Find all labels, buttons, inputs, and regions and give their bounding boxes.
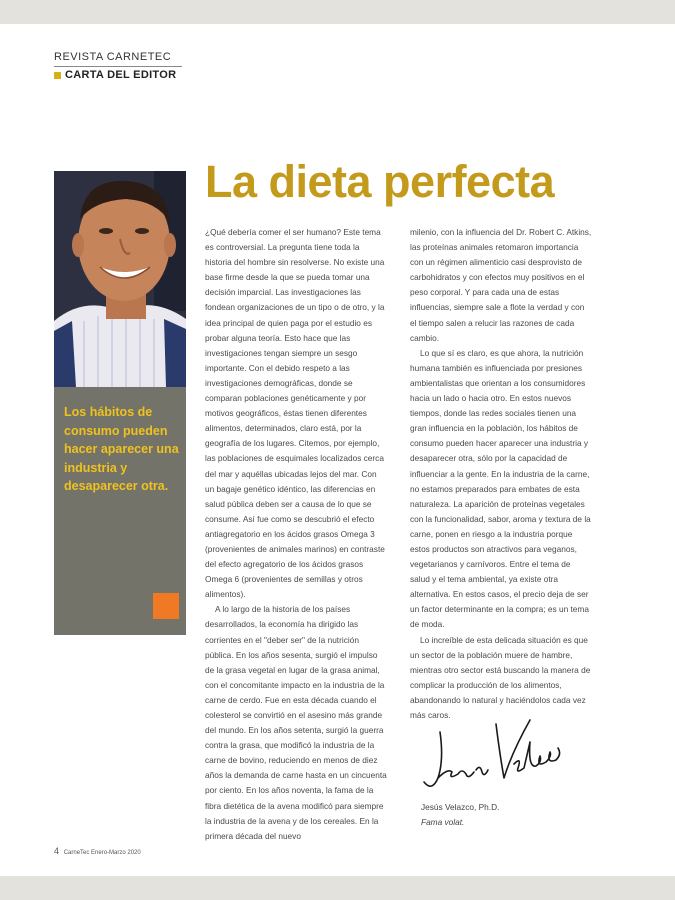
paragraph: Lo increíble de esta delicada situación es que un sector de la población muere de hambre, mientras otro sector está buscando la manera de complicar la producción de los alimentos, abandonando lo natural y haciéndolos cada vez más caros. <box>410 634 591 720</box>
magazine-name: REVISTA CARNETEC <box>54 51 172 63</box>
paragraph: ¿Qué debería comer el ser humano? Este tema es controversial. La pregunta tiene toda la historia del hombre sin resolverse. No existe una base firme desde la que se pueda tomar una decisión imparcial. Las investigaciones las fondean organizaciones de un tipo o de otro, y la idea principal de quien paga por el estudio es probar alguna teoría. Esto hace que las investigaciones tengan siempre un sesgo importante. Con el debido respeto a las investigaciones demográficas, donde se comparan poblaciones genéticamente y por motivos geográficos, éstas tienen diferentes alimentos, determinados, claro está, por la geografía de los lugares. Citemos, por ejemplo, las poblaciones de esquimales localizados cerca del mar y aquéllas ubicadas lejos del mar. Con un bagaje genético idéntico, las diferencias en salud pública deben ser a causa de lo que se consume. Así fue como se descubrió el efecto antiagregatorio en los ácidos grasos Omega 3 (provenientes de animales marinos) en contraste del efecto agregatorio de los ácidos grasos Omega 6 (provenientes de semillas y otros alimentos). <box>205 227 385 600</box>
section-label <box>54 69 176 81</box>
article-title: La dieta perfecta <box>205 156 555 207</box>
article-column-1 <box>205 225 387 844</box>
handwritten-signature <box>418 712 568 796</box>
magazine-page <box>0 24 675 876</box>
paragraph: milenio, con la influencia del Dr. Robert C. Atkins, las proteínas animales retomaron importancia con un régimen alimenticio casi desprovisto de carbohidratos y con efectos muy positivos en el peso corporal. Y para cada una de estas influencias, siempre sale a flote la verdad y con el tiempo salen a relucir las razones de cada cambio. <box>410 227 592 343</box>
editor-motto: Fama volat. <box>421 817 465 827</box>
section-title: CARTA DEL EDITOR <box>65 69 177 81</box>
header-divider <box>54 66 182 67</box>
article-column-2 <box>410 225 592 723</box>
accent-square <box>153 593 179 619</box>
page-number: 4 <box>54 846 60 856</box>
issue-label: CarneTec Enero-Marzo 2020 <box>63 850 141 856</box>
paragraph: A lo largo de la historia de los países desarrollados, la economía ha dirigido las corrientes en el "deber ser" de la nutrición pública. En los años sesenta, surgió el impulso de la grasa vegetal en lugar de la grasa animal, con el concomitante impacto en la industria de la carne de cerdo. Fue en esta década cuando el colesterol se convirtió en el asesino más grande del mundo. En los años setenta, surgió la guerra contra la grasa, que modificó la industria de la carne de bovino, reduciendo en menos de diez años la demanda de carne hasta en un cincuenta por ciento. En los años noventa, la fama de la fibra dietética de la avena modificó para siempre la industria de la avena y de los cereales. En la primera década del nuevo <box>205 604 387 841</box>
pull-quote: Los hábitos de consumo pueden hacer aparecer una industria y desaparecer otra. <box>64 405 179 493</box>
section-marker-square <box>54 72 61 79</box>
page-footer <box>54 846 141 856</box>
paragraph: Lo que sí es claro, es que ahora, la nutrición humana también es influenciada por presiones ambientalistas que orientan a los consumidores hacia un lado o hacia otro. En estos nuevos tiempos, donde las redes sociales tienen una gran influencia en la población, los hábitos de consumo pueden hacer aparecer una industria y desaparecer otra, sólo por la capacidad de influenciar a la gente. En la industria de la carne, no estamos preparados para embates de esta naturaleza. La aparición de proteínas vegetales con la funcionalidad, sabor, aroma y textura de la carne, ponen en riesgo a la industria porque estos productos son atractivos para veganos, vegetarianos y carnívoros. Entre el tema de salud y el tema ambiental, ya existe otra alternativa. En estos casos, el precio deja de ser un factor determinante en la compra; es un tema de moda. <box>410 347 591 630</box>
pull-quote-box <box>54 387 186 635</box>
editor-photo <box>54 171 186 387</box>
editor-name: Jesús Velazco, Ph.D. <box>421 802 500 812</box>
